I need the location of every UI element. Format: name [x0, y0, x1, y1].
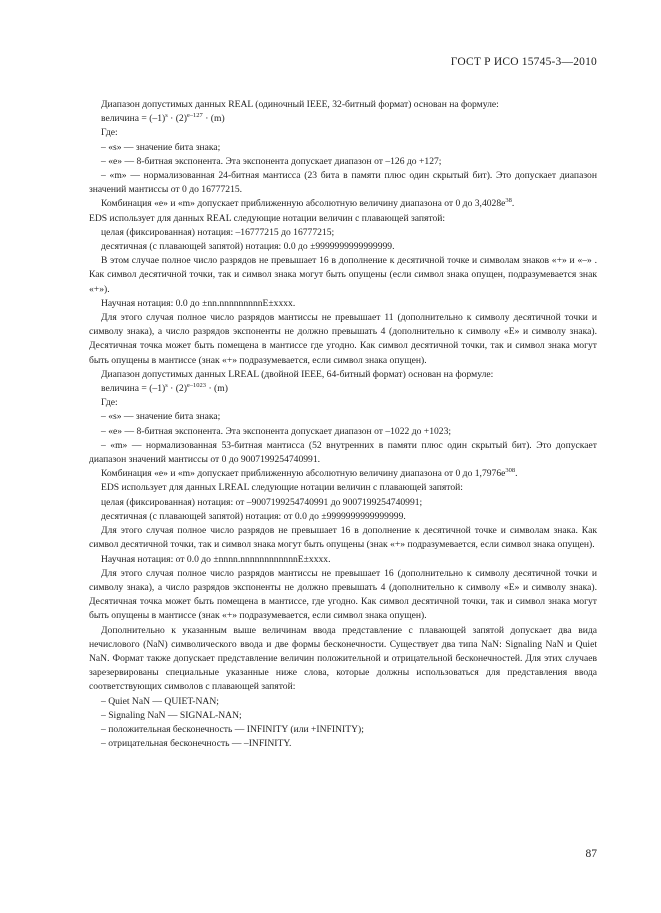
formula-lreal-sign-exp: s	[165, 381, 168, 389]
combination-lreal-end: .	[515, 468, 518, 480]
formula-lreal-post: · (m)	[206, 383, 228, 395]
combination-real-exponent: 38	[505, 197, 512, 205]
combination-lreal-text: Комбинация «e» и «m» допускает приближенную абсолютную величину диапазона от 0 до 1,7976e	[101, 468, 506, 480]
list-item-positive-infinity: – положительная бесконечность — INFINITY (или +INFINITY);	[101, 723, 364, 735]
paragraph-where-2: Где:	[101, 397, 118, 409]
formula-real-sign-exp: s	[165, 112, 168, 120]
combination-lreal-exponent: 308	[505, 467, 516, 475]
paragraph-where: Где:	[101, 127, 118, 139]
paragraph-mantissa-16: Для этого случая полное число разрядов мантиссы не превышает 16 (дополнительно к символу десятичной точки и символу знака), а число разрядов экспоненты не должно превышать 4 (дополнительно к символу «E» и символу знака). Десятичная точка может быть помещена в мантиссе, где угодно. Как символ десятичной точки, так и символ знака могут быть опущены в мантиссе (знак «+» подразумевается, если символ знака опущен).	[89, 567, 597, 622]
list-item-m: – «m» — нормализованная 24-битная мантисса (23 бита в памяти плюс один скрытый бит). Это допускает диапазон значений мантиссы от 0 до 16777215.	[89, 170, 597, 196]
paragraph-real-range: Диапазон допустимых данных REAL (одиночный IEEE, 32-битный формат) основан на формуле:	[101, 99, 499, 110]
paragraph-decimal-notation-2: десятичная (с плавающей запятой) нотация: от 0.0 до ±9999999999999999.	[101, 510, 406, 522]
list-item-e: – «e» — 8-битная экспонента. Эта экспонента допускает диапазон от –126 до +127;	[101, 155, 442, 167]
paragraph-eds-real: EDS использует для данных REAL следующие нотации величин с плавающей запятой:	[89, 212, 446, 224]
paragraph-combination-real	[89, 197, 597, 211]
list-item-m-2: – «m» — нормализованная 53-битная мантисса (52 внутренних в памяти плюс один скрытый бит). Это допускает диапазон значений мантиссы от 0 до 9007199254740991.	[89, 439, 597, 466]
document-body	[89, 98, 597, 751]
document-header: ГОСТ Р ИСО 15745-3—2010	[450, 56, 597, 68]
formula-real	[89, 112, 597, 126]
list-item-s: – «s» — значение бита знака;	[101, 141, 221, 153]
formula-lreal-mid: · (2)	[167, 383, 187, 395]
formula-lreal-pre: величина = (–1)	[101, 383, 166, 395]
paragraph-nan-infinity: Дополнительно к указанным выше величинам ввода представление с плавающей запятой допускает два вида нечислового (NaN) символического ввода и две формы бесконечности. Существует два типа NaN: Signaling NaN и Quiet NaN. Формат также допускает представление величин положительной и отрицательной бесконечностей. Для этих случаев зарезервированы специальные указанные ниже слова, которые должны использоваться для представления ввода соответствующих символов с плавающей запятой:	[89, 624, 597, 693]
list-item-quiet-nan: – Quiet NaN — QUIET-NAN;	[101, 695, 219, 707]
combination-real-end: .	[511, 198, 515, 210]
formula-real-exponent: e–127	[186, 112, 203, 120]
formula-lreal	[89, 382, 597, 396]
list-item-negative-infinity: – отрицательная бесконечность — –INFINITY.	[101, 738, 292, 750]
formula-real-mid: · (2)	[167, 113, 187, 125]
list-item-e-2: – «e» — 8-битная экспонента. Эта экспонента допускает диапазон от –1022 до +1023;	[101, 425, 452, 437]
paragraph-scientific-real: Научная нотация: 0.0 до ±nn.nnnnnnnnnE±xxxx.	[101, 297, 296, 309]
paragraph-integer-notation-2: целая (фиксированная) нотация: от –9007199254740991 до 9007199254740991;	[101, 496, 423, 508]
list-item-signal-nan: – Signaling NaN — SIGNAL-NAN;	[101, 709, 242, 721]
formula-real-post: · (m)	[202, 113, 225, 125]
paragraph-lreal-range: Диапазон допустимых данных LREAL (двойной IEEE, 64-битный формат) основан на формуле:	[101, 368, 494, 380]
paragraph-digits-16: В этом случае полное число разрядов не превышает 16 в дополнение к десятичной точке и символам знаков «+» и «–» . Как символ десятичной точки, так и символ знака могут быть опущены (если символ знака опущен, подразумевается знак «+»).	[89, 255, 597, 295]
list-item-s-2: – «s» — значение бита знака;	[101, 411, 221, 423]
paragraph-scientific-lreal: Научная нотация: от 0.0 до ±nnnn.nnnnnnnnnnnnE±xxxx.	[101, 553, 331, 565]
paragraph-digits-16-2: Для этого случая полное число разрядов не превышает 16 в дополнение к десятичной точке и символам знака. Как символ десятичной точки, так и символ знака могут быть опущены (знак «+» подразумевается, если символ знака опущен).	[89, 525, 597, 551]
paragraph-integer-notation: целая (фиксированная) нотация: –16777215 до 16777215;	[101, 226, 335, 238]
paragraph-eds-lreal: EDS использует для данных LREAL следующие нотации величин с плавающей запятой:	[101, 482, 463, 494]
page-number: 87	[585, 848, 597, 860]
combination-real-text: Комбинация «e» и «m» допускает приближенную абсолютную величину диапазона от 0 до 3,4028e	[101, 198, 506, 210]
paragraph-mantissa-11: Для этого случая полное число разрядов мантиссы не превышает 11 (дополнительно к символу десятичной точки и символу знака), а число разрядов экспоненты не должно превышать 4 (дополнительно к символу «E» и символу знака). Десятичная точка может быть помещена в мантиссе где угодно. Как символ десятичной точки, так и символ знака могут быть опущены в мантиссе (знак «+» подразумевается, если символ знака опущен).	[89, 312, 597, 366]
formula-lreal-exponent: e–1023	[186, 381, 207, 389]
paragraph-combination-lreal	[89, 467, 597, 481]
formula-real-pre: величина = (–1)	[101, 113, 166, 125]
paragraph-decimal-notation: десятичная (с плавающей запятой) нотация: 0.0 до ±9999999999999999.	[101, 241, 395, 253]
